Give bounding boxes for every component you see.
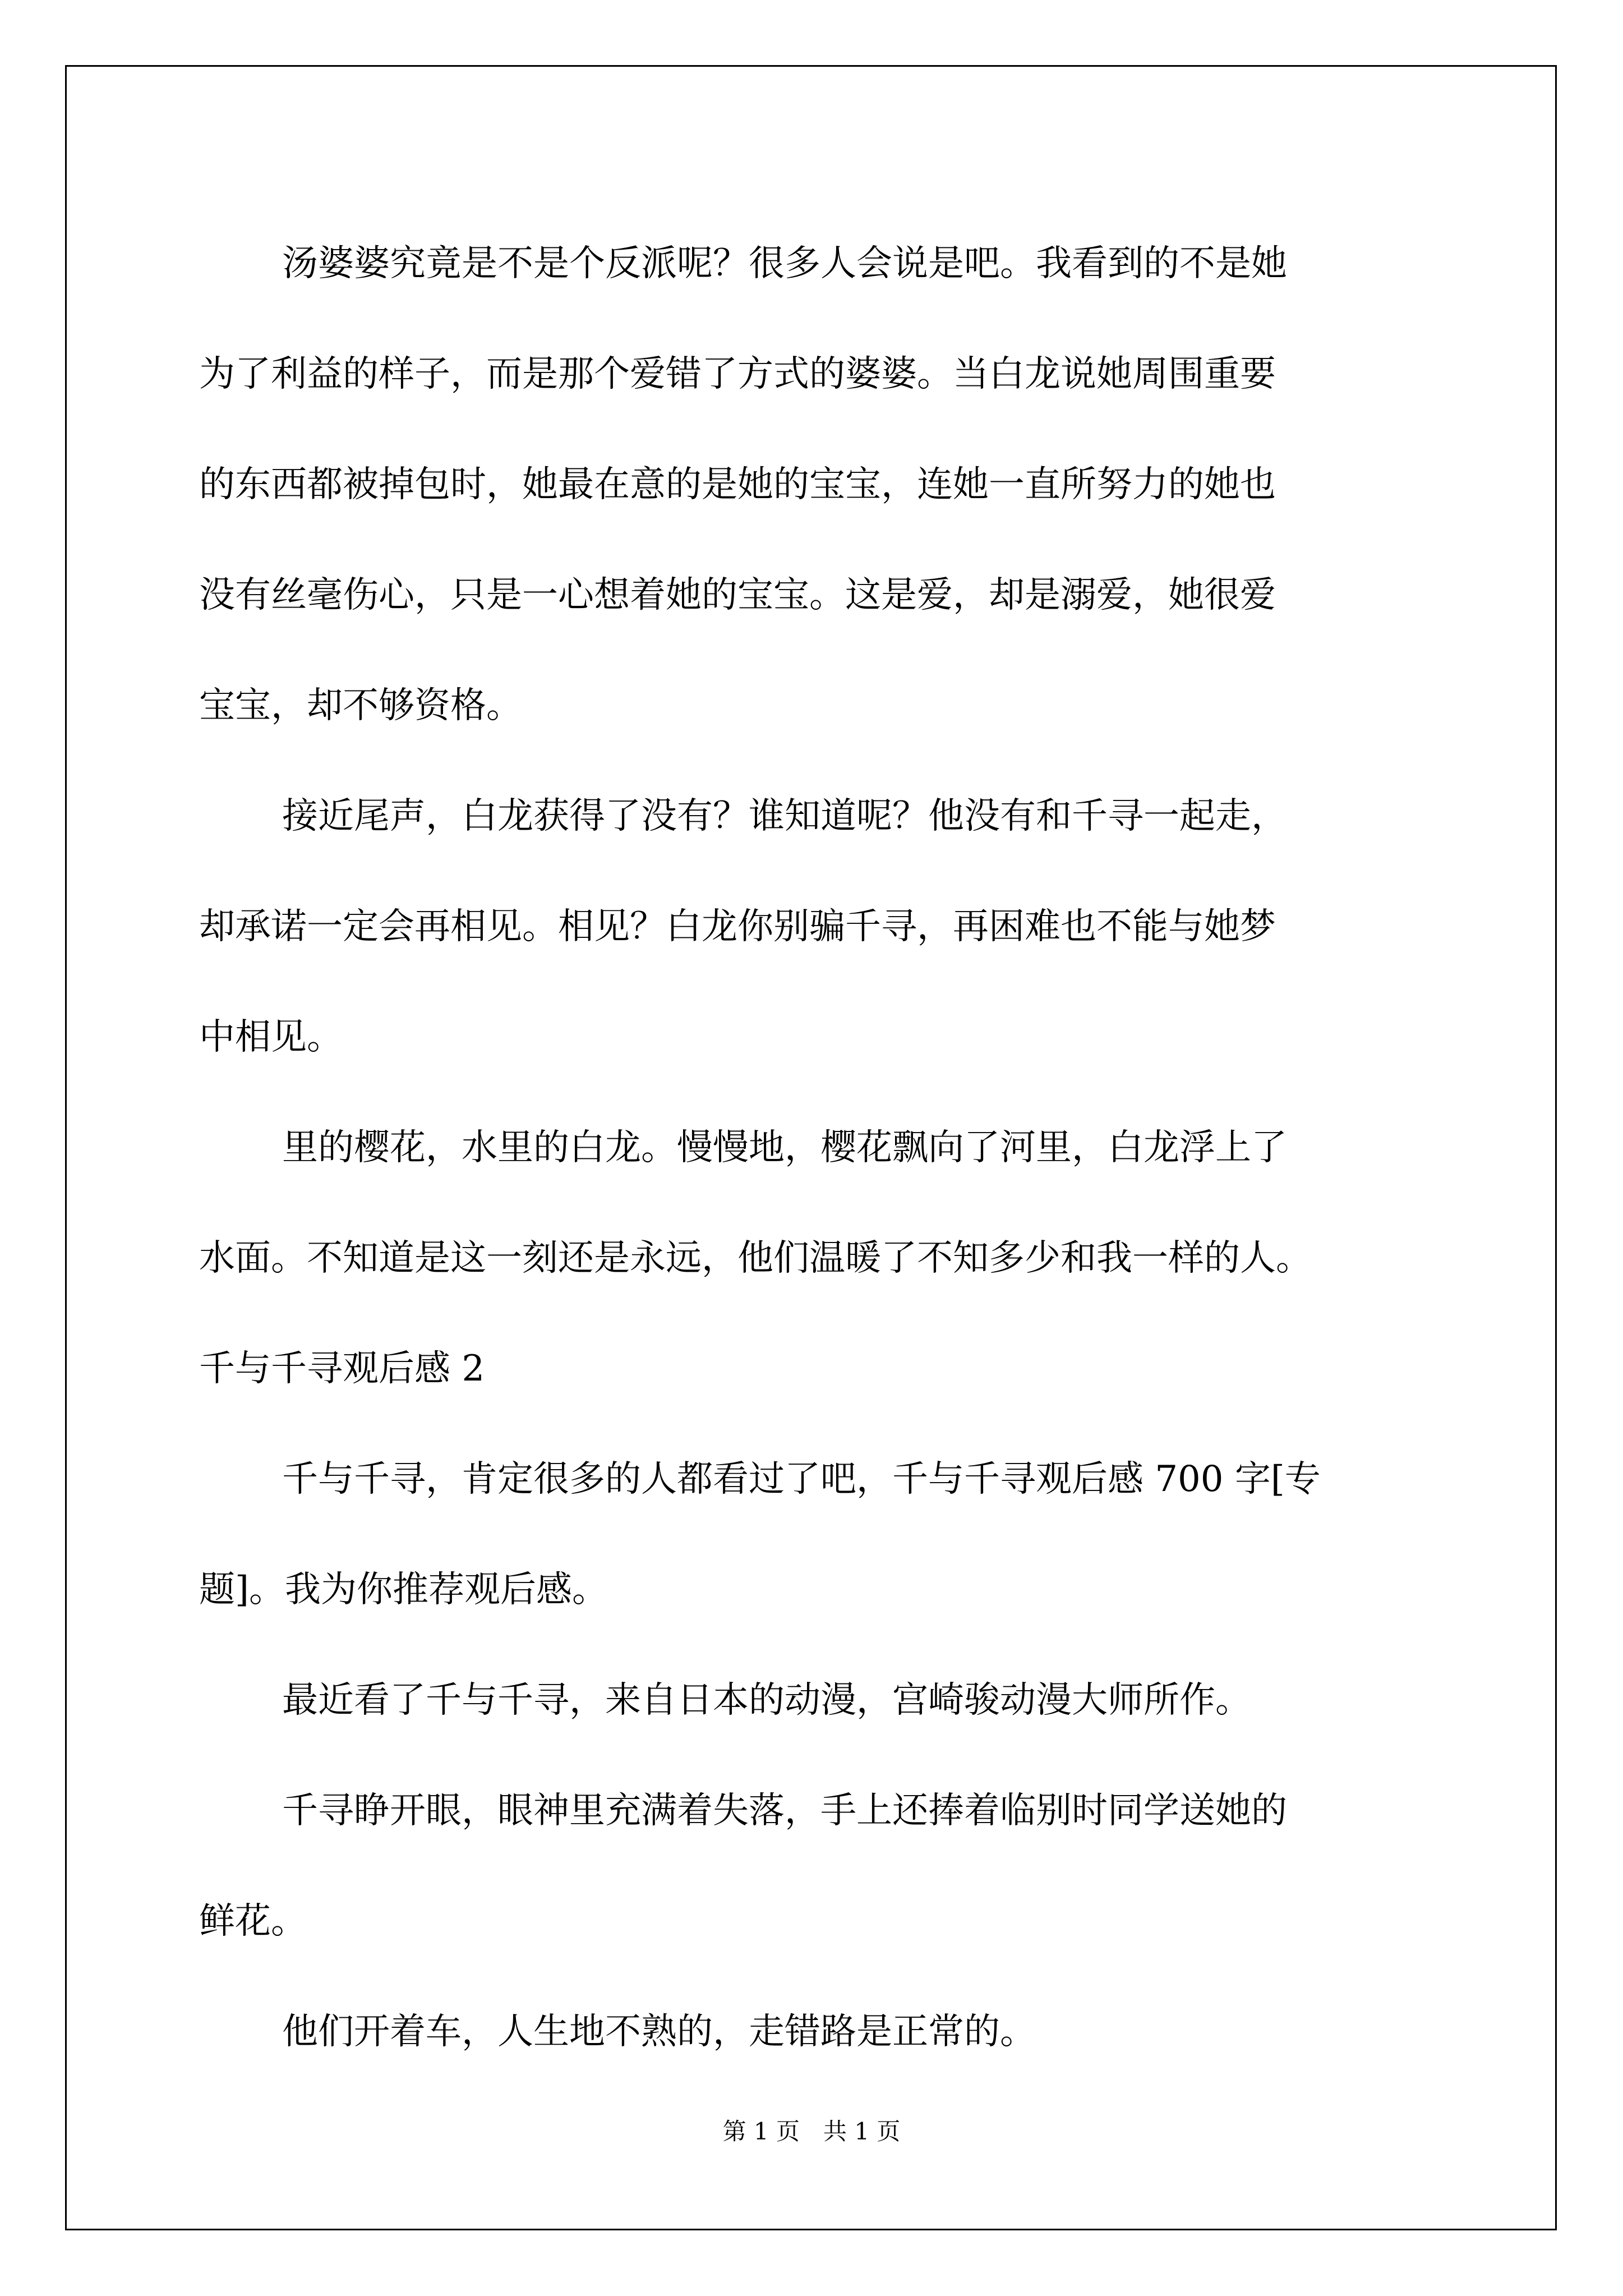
page-footer <box>0 2115 1623 2148</box>
text-line: 没有丝毫伤心，只是一心想着她的宝宝。这是爱，却是溺爱，她很爱 <box>199 574 1276 616</box>
paragraph <box>199 1756 1427 1977</box>
text-line: 他们开着车，人生地不熟的，走错路是正常的。 <box>282 2011 1036 2053</box>
paragraph <box>199 1645 1427 1756</box>
paragraph <box>199 1977 1427 2087</box>
paragraph <box>199 761 1427 1093</box>
text-line: 水面。不知道是这一刻还是永远，他们温暖了不知多少和我一样的人。 <box>199 1237 1312 1279</box>
text-line: 最近看了千与千寻，来自日本的动漫，宫崎骏动漫大师所作。 <box>282 1680 1251 1721</box>
text-line: 汤婆婆究竟是不是个反派呢？很多人会说是吧。我看到的不是她 <box>282 243 1287 284</box>
text-line: 接近尾声，白龙获得了没有？谁知道呢？他没有和千寻一起走， <box>282 795 1287 837</box>
text-line: 鲜花。 <box>199 1901 307 1942</box>
section-heading <box>199 1314 1427 1424</box>
text-line: 里的樱花，水里的白龙。慢慢地，樱花飘向了河里，白龙浮上了 <box>282 1127 1287 1168</box>
paragraph <box>199 1424 1427 1645</box>
paragraph <box>199 209 1427 761</box>
text-line: 为了利益的样子，而是那个爱错了方式的婆婆。当白龙说她周围重要 <box>199 353 1276 395</box>
text-line: 的东西都被掉包时，她最在意的是她的宝宝，连她一直所努力的她也 <box>199 464 1276 505</box>
text-line: 中相见。 <box>199 1016 343 1058</box>
page-number: 第 1 页 共 1 页 <box>722 2118 901 2145</box>
text-line: 千与千寻，肯定很多的人都看过了吧，千与千寻观后感 700 字[专 <box>282 1458 1321 1500</box>
document-body <box>199 209 1427 2087</box>
text-line: 宝宝，却不够资格。 <box>199 685 522 726</box>
text-line: 千寻睁开眼，眼神里充满着失落，手上还捧着临别时同学送她的 <box>282 1790 1287 1832</box>
paragraph <box>199 1093 1427 1314</box>
text-line: 题]。我为你推荐观后感。 <box>199 1569 608 1611</box>
heading-text: 千与千寻观后感 2 <box>199 1348 485 1389</box>
text-line: 却承诺一定会再相见。相见？白龙你别骗千寻，再困难也不能与她梦 <box>199 906 1276 947</box>
